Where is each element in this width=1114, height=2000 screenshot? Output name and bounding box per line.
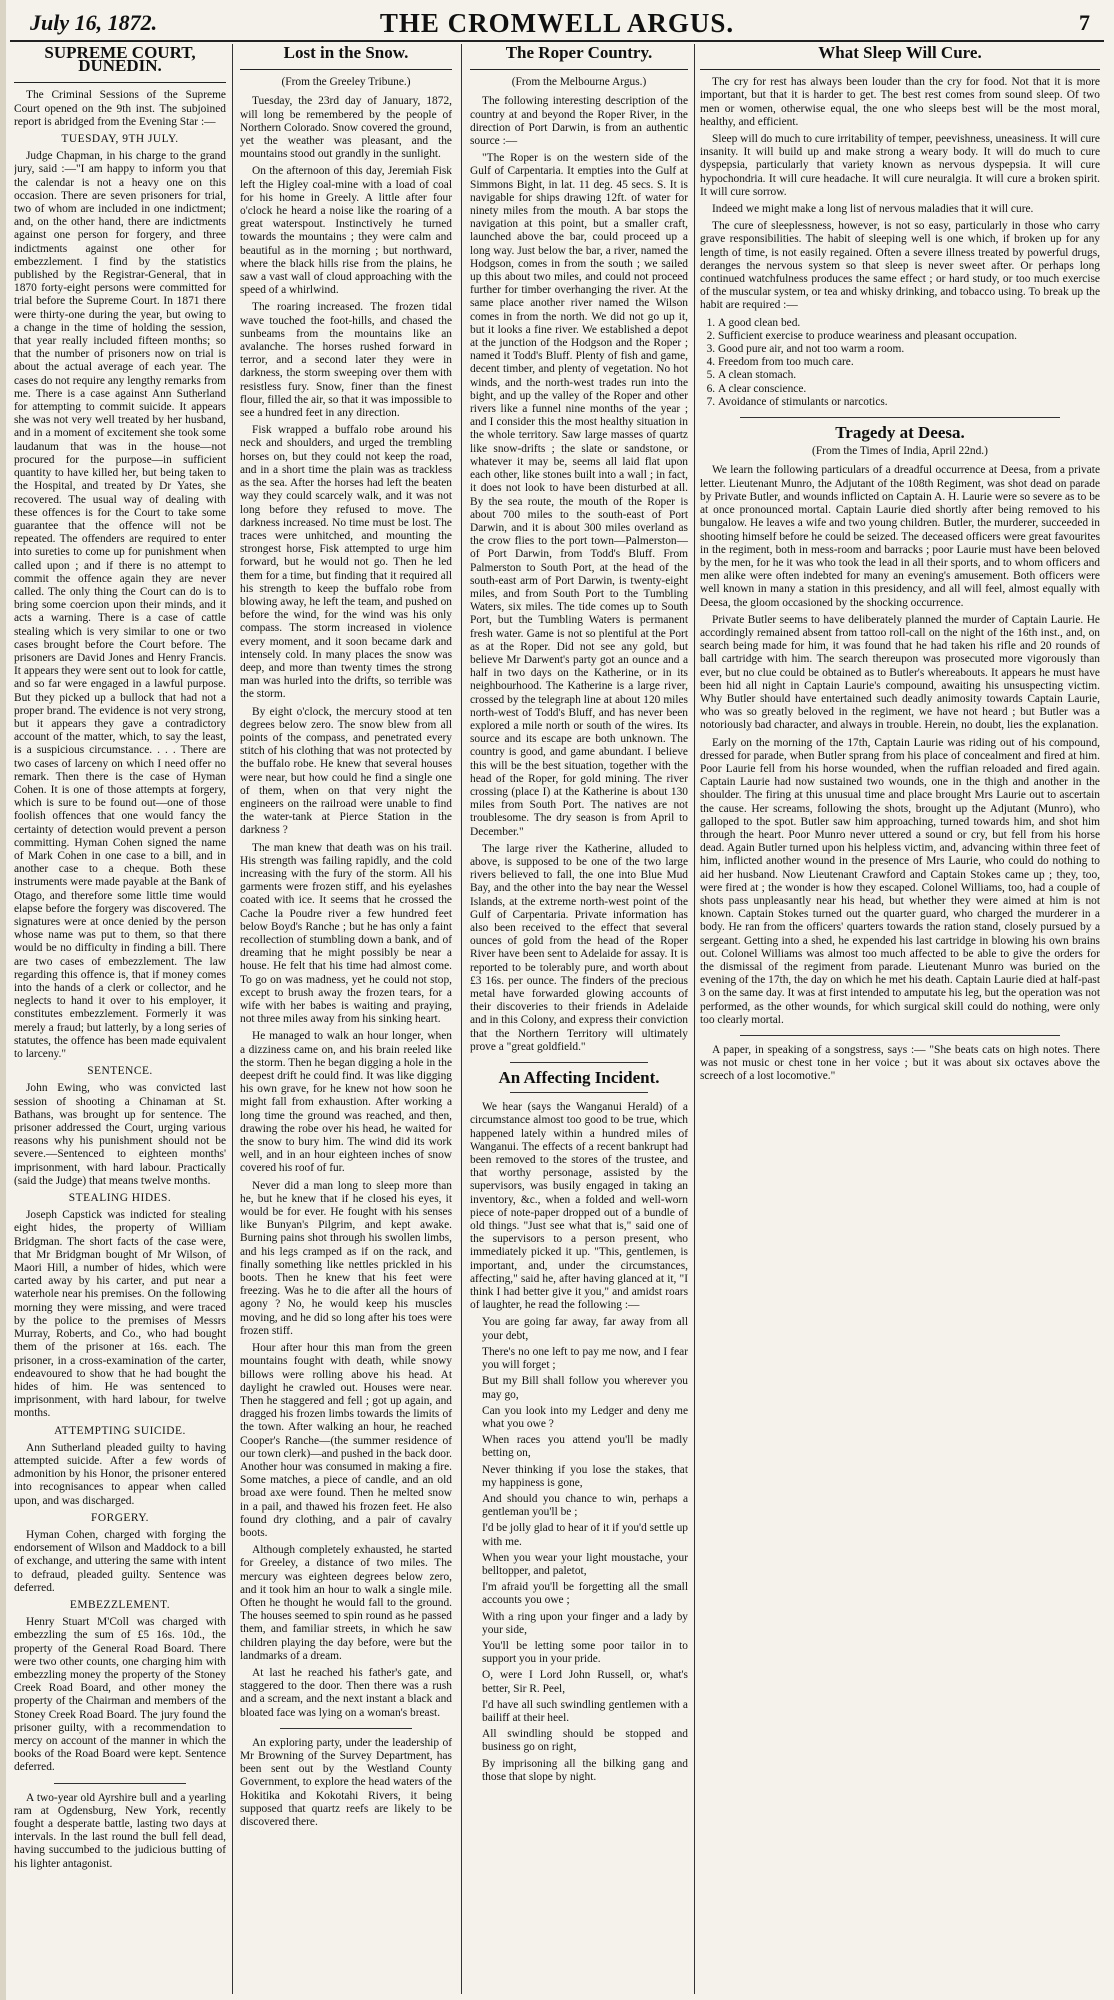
paragraph: Early on the morning of the 17th, Captain Laurie was riding out of his compound, dressed for parade, when Butler sprang from his place of concealment and fired at him. Poor Laurie fell from his horse wounded, when the ruffian reloaded and fired again. Captain Laurie had now sustained two wounds, one in the thigh and another in the shoulder. The firing at this unusual time and place brought Mrs Laurie out to ascertain the cause. Her screams, following the shots, brought up the Adjutant (Munro), who galloped to the spot. Butler saw him approaching, turned towards him, and shot him through the heart. Poor Munro never uttered a sound or cry, but fell from his horse dead. Again Butler turned upon his helpless victim, and, advancing within three feet of him, inflicted another wound in the presence of Mrs Laurie, who could do nothing to aid her husband. Now Lieutenant Crawford and Captain Stokes came up ; they, too, were fired at ; the wonder is how they escaped. Colonel Williams, too, had a couple of shots pass unpleasantly near his head, but whether they were aimed at him is not known. Captain Stokes turned out the quarter guard, who charged the murderer in a body. He ran from the officers' quarters towards the ration stand, closely pursued by a sergeant. Getting into a shed, he expended his last cartridge in blowing his own brains out. Colonel Williams was almost too much affected to be able to give the orders for the dismissal of the regiment from parade. Lieutenant Munro was buried on the evening of the 17th, the day on which he met his death. Captain Laurie died at half-past 3 on the same day. It was at first intended to amputate his leg, but the operation was not performed, as the other wounds, for which surgical skill could do nothing, were only too clearly mortal. <box>700 736 1100 1026</box>
paragraph: A two-year old Ayrshire bull and a yearling ram at Ogdensburg, New York, recently fought a desperate battle, lasting two days at intervals. In the last round the bull fell dead, having succumbed to the judicious butting of his lighter antagonist. <box>14 1791 226 1870</box>
paragraph: Joseph Capstick was indicted for stealing eight hides, the property of William Bridgman. The short facts of the case were, that Mr Bridgman bought of Mr Wilson, of Maori Hill, a number of hides, which were carted away by his carter, and put near a waterhole near his premises. On the following morning they were missing, and were traced by the police to the premises of Messrs Murray, Roberts, and Co., who had bought them of the prisoner at 16s. each. The prisoner, in a cross-examination of the carter, endeavoured to show that he had bought the hides of him. He was sentenced to imprisonment, with hard labour, for twelve months. <box>14 1209 226 1420</box>
verse-line: By imprisoning all the bilking gang and those that slope by night. <box>482 1757 688 1783</box>
paragraph: By eight o'clock, the mercury stood at ten degrees below zero. The snow blew from all points of the compass, and penetrated every stitch of his clothing that was not protected by the buffalo robe. He knew that several houses were near, but how could he find a single one of them, when on that very night the engineers on the railroad were unable to find the water-tank at Pierce Station in the darkness ? <box>240 705 452 837</box>
paragraph: The roaring increased. The frozen tidal wave touched the foot-hills, and chased the sunbeams from the mountains like an avalanche. The horses rushed forward in terror, and a second later they were in darkness, the storm sweeping over them with resistless fury. Snow, finer than the finest flour, filled the air, so that it was impossible to see a hundred feet in any direction. <box>240 301 452 420</box>
article-heading: The Roper Country. <box>505 44 653 62</box>
subheading: SENTENCE. <box>87 1065 153 1078</box>
paragraph: The Criminal Sessions of the Supreme Court opened on the 9th inst. The subjoined report is abridged from the Evening Star :— <box>14 89 226 128</box>
issue-date: July 16, 1872. <box>30 10 158 35</box>
paragraph: On the afternoon of this day, Jeremiah Fisk left the Higley coal-mine with a load of coal for his home in Greely. A little after four o'clock he heard a noise like the roaring of a great waterspout. Instinctively he turned towards the mountains ; they were calm and beautiful as in the morning ; but northward, where the black hills rise from the plains, he saw a vast wall of cloud approaching with the speed of a whirlwind. <box>240 165 452 297</box>
paragraph: Hyman Cohen, charged with forging the endorsement of Wilson and Maddock to a bill of exchange, and uttering the same with intent to defraud, pleaded guilty. Sentence was deferred. <box>14 1528 226 1594</box>
verse-line: There's no one left to pay me now, and I fear you will forget ; <box>482 1345 688 1372</box>
column-lost-in-snow <box>240 44 452 1994</box>
divider <box>54 1783 186 1784</box>
poem <box>470 1316 688 1784</box>
article-heading: What Sleep Will Cure. <box>818 44 982 62</box>
paragraph: John Ewing, who was convicted last session of shooting a Chinaman at St. Bathans, was brought up for sentence. The prisoner addressed the Court, urging various reasons why his punishment should not be severe.—Sentenced to eighteen months' imprisonment, with hard labour. Practically (said the Judge) that means twelve months. <box>14 1082 226 1187</box>
verse-line: But my Bill shall follow you wherever you may go, <box>482 1375 688 1401</box>
list-item: 4. Freedom from too much care. <box>718 356 1100 369</box>
paragraph: "The Roper is on the western side of the Gulf of Carpentaria. It empties into the Gulf at Simmons Bight, in lat. 11 deg. 45 secs. S. It is navigable for ships drawing 12ft. of water for ninety miles from the mouth. A bar stops the navigation at this point, but a smaller craft, launched above the bar, could proceed up a long way. Just below the bar, a river, named the Hodgson, comes in from the south ; we sailed up this about two miles, and could not proceed further for timber overhanging the river. At the same place another river named the Wilson comes in from the north. We did not go up it, but it looks a fine river. We established a depot at the junction of the Hodgson and the Roper ; named it Todd's Bluff. Plenty of fish and game, decent timber, and plenty of vegetation. No hot winds, and the north-west trades run into the bight, and up the valley of the Roper and other rivers like a funnel nine months of the year ; and I consider this the most healthy situation in the whole territory. Saw large masses of quartz like snow-drifts ; the slate or sandstone, or whatever it may be, seems all laid flat upon each other, like stones built into a wall ; in fact, it does not look to have been disturbed at all. By the sea route, the mouth of the Roper is about 700 miles to the south-east of Port Darwin, and it is about 300 miles overland as the crow flies to the port town—Palmerston—of Port Darwin, from Todd's Bluff. From Palmerston to South Port, at the head of the south-east arm of Port Darwin, is twenty-eight miles, and from South Port to the Tumbling Waters, six miles. The tide comes up to South Port, but the Tumbling Waters is permanent fresh water. Game is not so plentiful at the Port as at the Roper. Did not see any gold, but believe Mr Darwent's party got an ounce and a half in two days on the Katherine, or in its neighbourhood. The Katherine is a large river, crossed by the telegraph line at about 120 miles north-west of Todd's Bluff, and has never been explored a mile north or south of the wires. Its source and its escape are both unknown. The country is good, and game abundant. I believe this will be the best situation, together with the head of the Roper, for gold mining. The river crossing (place I) at the Katherine is about 130 miles from South Port. The natives are not troublesome. The dry season is from April to December." <box>470 152 688 838</box>
verse-line: O, were I Lord John Russell, or, what's better, Sir R. Peel, <box>482 1669 688 1695</box>
paragraph: Tuesday, the 23rd day of January, 1872, will long be remembered by the people of Northern Colorado. Snow covered the ground, yet the weather was pleasant, and the mountains stood out grandly in the sunlight. <box>240 95 452 161</box>
paragraph: Never did a man long to sleep more than he, but he knew that if he closed his eyes, it would be for ever. He fought with his senses like Bunyan's Pilgrim, and kept awake. Burning pains shot through his swollen limbs, and his legs cramped as if on the rack, and finally something like nettles prickled in his boots. Then he knew that his feet were freezing. Was he to die after all the hours of agony ? No, he would keep his muscles moving, and he did so long after his toes were frozen stiff. <box>240 1179 452 1337</box>
article-heading: An Affecting Incident. <box>498 1068 660 1088</box>
verse-line: I'd be jolly glad to hear of it if you'd settle up with me. <box>482 1522 688 1548</box>
paragraph: An exploring party, under the leadership of Mr Browning of the Survey Department, has been sent out by the Westland County Government, to explore the head waters of the Hokitika and Kokotahi Rivers, it being supposed that quartz reefs are likely to be discovered there. <box>240 1736 452 1828</box>
column-rule <box>461 44 462 1994</box>
verse-line: I'd have all such swindling gentlemen with a bailiff at their heel. <box>482 1698 688 1724</box>
verse-line: And should you chance to win, perhaps a gentleman you'll be ; <box>482 1492 688 1519</box>
column-sleep-and-deesa <box>700 44 1100 1994</box>
paragraph: The cure of sleeplessness, however, is not so easy, particularly in those who carry grave responsibilities. The habit of sleeping well is one which, if broken up for any length of time, is not easily regained. Often a severe illness treated by powerful drugs, deranges the nervous system so that sleep is never sweet after. Or perhaps long continued watchfulness produces the same effect ; or hard study, or too much exercise of the muscular system, or tea and whisky drinking, and tobacco using. To break up the habit are required :— <box>700 220 1100 312</box>
verse-line: When you wear your light moustache, your belltopper, and paletot, <box>482 1551 688 1577</box>
subheading: FORGERY. <box>91 1511 149 1524</box>
column-roper-country <box>470 44 688 1994</box>
subheading: ATTEMPTING SUICIDE. <box>54 1424 186 1437</box>
list-item: 5. A clean stomach. <box>718 369 1100 382</box>
column-rule <box>694 44 695 1994</box>
paragraph: Although completely exhausted, he started for Greeley, a distance of two miles. The mercury was eighteen degrees below zero, and it took him an hour to walk a single mile. Often he thought he would fall to the ground. The houses seemed to spin round as he passed them, and familiar streets, in which he saw children playing the day before, were but the landmarks of a dream. <box>240 1544 452 1662</box>
list-item: 6. A clear conscience. <box>718 383 1100 396</box>
paragraph: Sleep will do much to cure irritability of temper, peevishness, uneasiness. It will cure insanity. It will build up and make strong a weary body. It will do much to cure dyspepsia, particularly that variety known as nervous dyspepsia. It will cure hypochondria. It will cure headache. It will cure neuralgia. It will cure a broken spirit. It will cure sorrow. <box>700 133 1100 198</box>
paragraph: The following interesting description of the country at and beyond the Roper River, in the direction of Port Darwin, is from an authentic source :— <box>470 95 688 148</box>
paragraph: Private Butler seems to have deliberately planned the murder of Captain Laurie. He accordingly remained absent from tattoo roll-call on the night of the 16th inst., and, on search being made for him, it was found that he had taken his rifle and 20 rounds of ball cartridge with him. The search thereupon was prosecuted more vigorously than ever, but no clue could be obtained as to Butler's whereabouts. It appears he must have been hid all night in Captain Laurie's compound, awaiting his unsuspecting victim. Why Butler should have entertained such deadly animosity towards Captain Laurie, who was so greatly beloved in the regiment, we have not heard ; but Butler was a notoriously bad character, and always in trouble. Herein, no doubt, lies the explanation. <box>700 613 1100 732</box>
list-item: 1. A good clean bed. <box>718 317 1100 330</box>
newspaper-title: THE CROMWELL ARGUS. <box>379 8 735 38</box>
article-heading: Tragedy at Deesa. <box>835 423 965 443</box>
list-item: 2. Sufficient exercise to produce weariness and pleasant occupation. <box>718 330 1100 343</box>
column-rule <box>232 44 233 1994</box>
paragraph: We hear (says the Wanganui Herald) of a circumstance almost too good to be true, which happened lately within a hundred miles of Wanganui. The effects of a recent bankrupt had been removed to the stores of the trustee, and that worthy personage, assisted by the supervisors, was busily engaged in taking an inventory, &c., when a folded and well-worn piece of note-paper dropped out of a bundle of old things. "Just see what that is," said one of the supervisors to a person present, who immediately picked it up. "This, gentlemen, is important, and, under the circumstances, affecting," said he, after having glanced at it, "I think I had better give it you," and amidst roars of laughter, he read the following :— <box>470 1101 688 1312</box>
paragraph: He managed to walk an hour longer, when a dizziness came on, and his brain reeled like the storm. Then he began digging a hole in the deepest drift he could find. It was like digging his own grave, for he knew not how soon he might fall from exhaustion. After working a long time the ground was reached, and then, drawing the robe over his head, he waited for the snow to bury him. The wind did its work well, and in an hour eighteen inches of snow covered his roof of fur. <box>240 1030 452 1175</box>
paragraph: Ann Sutherland pleaded guilty to having attempted suicide. After a few words of admonition by his Honor, the prisoner entered into recognisances to appear when called upon, and was discharged. <box>14 1441 226 1507</box>
divider <box>280 1728 412 1729</box>
masthead <box>10 6 1104 42</box>
verse-line: Can you look into my Ledger and deny me what you owe ? <box>482 1404 688 1430</box>
requirements-list <box>718 317 1100 409</box>
page-number: 7 <box>1079 10 1090 35</box>
divider <box>740 417 1060 418</box>
list-item: 3. Good pure air, and not too warm a room. <box>718 343 1100 356</box>
article-heading: Lost in the Snow. <box>283 44 409 62</box>
divider <box>510 1062 648 1063</box>
paragraph: We learn the following particulars of a dreadful occurrence at Deesa, from a private letter. Lieutenant Munro, the Adjutant of the 108th Regiment, was shot dead on parade by Private Butler, and wounds inflicted on Captain A. H. Laurie were so severe as to be at once pronounced mortal. Captain Laurie died shortly after being removed to his bungalow. He leaves a wife and two young children. Butler, the murderer, succeeded in shooting himself before he could be seized. The deceased officers were great favourites in the regiment, both in mess-room and barracks ; poor Laurie must have been beloved by the men, for he it was who took the lead in all their sports, and to whom officers and men alike were often indebted for many an evening's amusement. Both officers were well known in many a station in this presidency, and all will feel, almost equally with Deesa, the gloom occasioned by the shocking occurrence. <box>700 464 1100 609</box>
paragraph: The large river the Katherine, alluded to above, is supposed to be one of the two large rivers believed to fall, the one into Blue Mud Bay, and the other into the bay near the Wessel Islands, at the extreme north-west point of the Gulf of Carpentaria. Private information has also been received to the effect that several ounces of gold from the head of the Roper River have been sent to Adelaide for assay. It is reported to be tolerably pure, and worth about £3 16s. per ounce. The finders of the precious metal have forwarded glowing accounts of their discoveries to their friends in Adelaide and in this Colony, and express their conviction that the Northern Territory will ultimately prove a "great goldfield." <box>470 842 688 1053</box>
verse-line: Never thinking if you lose the stakes, that my happiness is gone, <box>482 1463 688 1489</box>
paragraph: A paper, in speaking of a songstress, says :— "She beats cats on high notes. There was not music or chest tone in her voice ; but it was about six octaves above the screech of a lost locomotive." <box>700 1044 1100 1083</box>
paragraph: Fisk wrapped a buffalo robe around his neck and shoulders, and urged the trembling horses on, but they could not keep the road, and in a short time the plain was as trackless as the sea. After the horses had left the beaten way they could scarcely walk, and it was not long before they refused to move. The darkness increased. No time must be lost. The traces were unhitched, and mounting the strongest horse, Fisk attempted to urge him forward, but he would not go. Then he led them for a time, but finding that it required all his strength to keep the buffalo robe from blowing away, he left the team, and pushed on before the wind, for the wind was his only compass. The storm increased in violence every moment, and it soon became dark and intensely cold. In many places the snow was deep, and more than twenty times the strong man was hurled into the drifts, so terrible was the storm. <box>240 424 452 701</box>
paragraph: Henry Stuart M'Coll was charged with embezzling the sum of £5 16s. 10d., the property of the General Road Board. There were two other counts, one charging him with embezzling money the property of the Stoney Creek Road Board, and other money the property of the Chairman and members of the Stoney Creek Road Board. The jury found the prisoner guilty, with a recommendation to mercy on account of the manner in which the books of the Road Board were kept. Sentence deferred. <box>14 1616 226 1774</box>
paragraph: At last he reached his father's gate, and staggered to the door. Then there was a rush and a scream, and the next instant a black and bloated face was lying on a woman's breast. <box>240 1666 452 1719</box>
verse-line: I'm afraid you'll be forgetting all the small accounts you owe ; <box>482 1581 688 1607</box>
page-edge <box>0 0 6 2000</box>
article-source: (From the Greeley Tribune.) <box>281 76 411 89</box>
verse-line: When races you attend you'll be madly betting on, <box>482 1434 688 1460</box>
divider <box>740 1035 1060 1036</box>
verse-line: All swindling should be stopped and business go on right, <box>482 1728 688 1754</box>
paragraph: The man knew that death was on his trail. His strength was failing rapidly, and the cold increasing with the fury of the storm. All his garments were frozen stiff, and his eyelashes coated with ice. It seems that he crossed the Cache la Poudre river a few hundred feet below Boyd's Ranche ; but he has only a faint recollection of stumbling down a bank, and of dreaming that he might possibly be near a house. He felt that his time had almost come. To go on was madness, yet he could not stop, except to brush away the frozen tears, for a wife with her babes is waiting and praying, not three miles away from his sinking heart. <box>240 841 452 1026</box>
verse-line: You are going far away, far away from all your debt, <box>482 1316 688 1342</box>
paragraph: Hour after hour this man from the green mountains fought with death, while snowy billows were rolling above his head. At daylight he crawled out. Houses were near. Then he staggered and fell ; got up again, and dragged his frozen limbs towards the limits of the town. After walking an hour, he reached Cooper's Ranche—(the summer residence of our town clerk)—and pushed in the back door. Another hour was consumed in making a fire. Some matches, a piece of candle, and an old broad axe were found. Then he melted snow in a pail, and thawed his frozen feet. He also found dry clothing, and a pair of cavalry boots. <box>240 1342 452 1539</box>
subheading: STEALING HIDES. <box>68 1192 172 1205</box>
divider <box>510 1092 648 1093</box>
subheading: TUESDAY, 9TH JULY. <box>61 133 179 146</box>
paragraph: Judge Chapman, in his charge to the grand jury, said :—"I am happy to inform you that the calendar is not a heavy one on this occasion. There are seven prisoners for trial, two of whom are included in one indictment; and, on the other hand, there are indictments against one person for forgery, and three indictments against one other for embezzlement. I find by the statistics published by the Registrar-General, that in 1870 forty-eight persons were committed for trial before the Supreme Court. In 1871 there were thirty-one during the year, but owing to a change in the time of holding the session, that year really included fifteen months; so that the number of prisoners now on trial is about the actual average of each year. The cases do not require any lengthy remarks from me. There is a case against Ann Sutherland for attempting to commit suicide. It appears she was not very well treated by her husband, and in a moment of excitement she took some laudanum that was in the house—not procured for the purpose—in sufficient quantity to have killed her, but being taken to the Hospital, and treated by Dr Yates, she recovered. The usual way of dealing with these offences is for the Court to take some guarantee that the offence will not be repeated. The offenders are required to enter into sureties to come up for punishment when called upon ; and if there is no attempt to commit the offence again they are never called. The only thing the Court can do is to bring some coercion upon their minds, and it acts a warning. There is a case of cattle stealing which is very similar to one or two cases brought before the Court before. The prisoners are David Jones and Henry Francis. It appears they were sent out to look for cattle, and so far were engaged in a lawful purpose. But they picked up a bullock that had not a proper brand. The evidence is not very strong, but it appears they gave a contradictory account of the matter, which, to say the least, is a suspicious circumstance. . . . There are two cases of larceny on which I need offer no remark. Then there is the case of Hyman Cohen. It is one of those attempts at forgery, which is sure to be found out—one of those foolish offences that one would fancy the certainty of detection would prevent a person committing. Hyman Cohen signed the name of Mark Cohen in one case to a bill, and in another case to a cheque. Both these instruments were made payable at the Bank of Otago, and therefore some little time would elapse before the forgery was discovered. The signatures were at once denied by the person whose name was put to them, so that there would be no difficulty in finding a bill. There are two cases of embezzlement. The law regarding this offence is, that if money comes into the hands of a clerk or collector, and he neglects to hand it over to his employer, it constitutes embezzlement. Formerly it was merely a fraud; but latterly, by a long series of statutes, the offence has been made equivalent to larceny." <box>14 150 226 1061</box>
article-source: (From the Times of India, April 22nd.) <box>812 445 988 458</box>
verse-line: With a ring upon your finger and a lady by your side, <box>482 1610 688 1636</box>
paragraph: The cry for rest has always been louder than the cry for food. Not that it is more important, but that it is harder to get. The best rest comes from sound sleep. Of two men or women, otherwise equal, the one who sleeps best will be the most moral, healthy, and efficient. <box>700 76 1100 128</box>
verse-line: You'll be letting some poor tailor in to support you in your pride. <box>482 1639 688 1666</box>
subheading: EMBEZZLEMENT. <box>69 1598 171 1611</box>
paragraph: Indeed we might make a long list of nervous maladies that it will cure. <box>712 203 1034 216</box>
column-supreme-court <box>14 44 226 1994</box>
list-item: 7. Avoidance of stimulants or narcotics. <box>718 396 1100 409</box>
article-heading: SUPREME COURT, DUNEDIN. <box>44 44 196 76</box>
article-source: (From the Melbourne Argus.) <box>511 76 647 89</box>
